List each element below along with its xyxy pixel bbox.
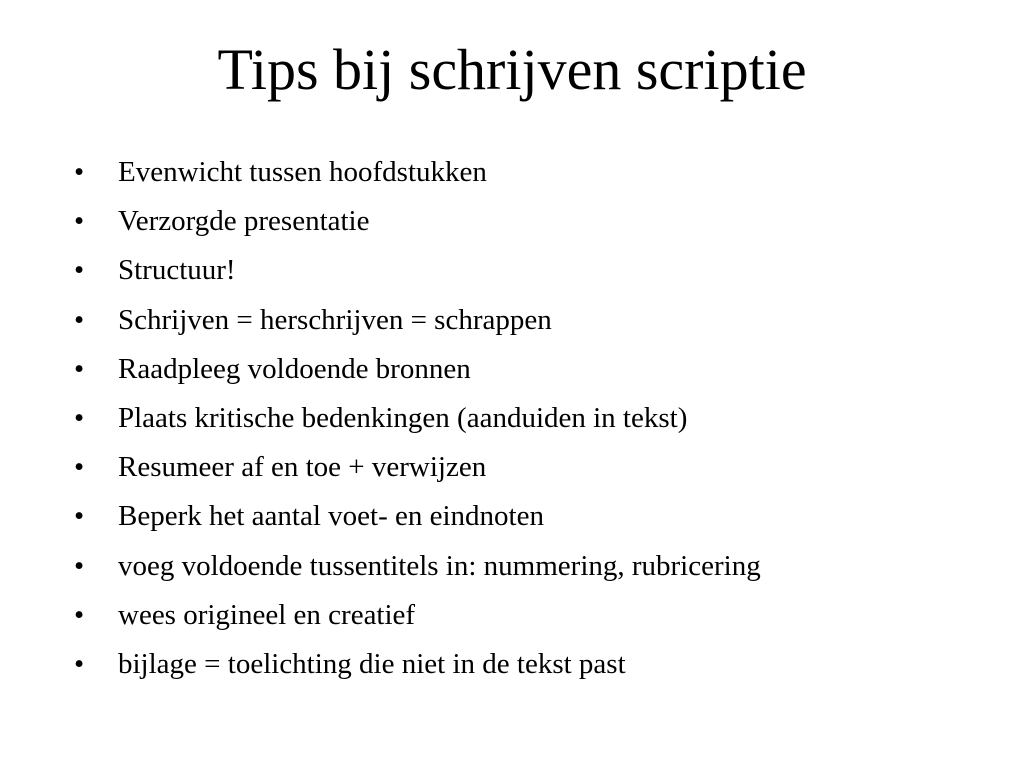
bullet-icon: • [74, 254, 85, 287]
list-item [74, 246, 974, 295]
list-item-text: wees origineel en creatief [118, 598, 416, 631]
list-item-text: Structuur! [118, 254, 236, 287]
list-item [74, 296, 974, 345]
list-item [74, 197, 974, 246]
bullet-icon: • [74, 156, 85, 188]
slide-title: Tips bij schrijven scriptie [217, 37, 807, 102]
list-item-text: voeg voldoende tussentitels in: nummering, rubricering [118, 549, 761, 582]
list-item-text: Schrijven = herschrijven = schrappen [118, 303, 552, 336]
bullet-icon: • [74, 451, 85, 484]
list-item [74, 345, 974, 394]
list-item-text: Evenwicht tussen hoofdstukken [118, 156, 487, 188]
list-item [74, 591, 974, 640]
bullet-icon: • [74, 205, 85, 238]
list-item-text: Raadpleeg voldoende bronnen [118, 352, 471, 385]
list-item-text: Beperk het aantal voet- en eindnoten [118, 500, 544, 533]
bullet-icon: • [74, 303, 85, 336]
bullet-icon: • [74, 352, 85, 385]
list-item-text: Verzorgde presentatie [118, 205, 370, 238]
list-item-text: Resumeer af en toe + verwijzen [118, 451, 487, 484]
list-item [74, 443, 974, 492]
list-item-text: bijlage = toelichting die niet in de tekst past [118, 647, 626, 680]
bullet-icon: • [74, 549, 85, 582]
list-item [74, 148, 974, 197]
bullet-list [74, 148, 974, 689]
bullet-icon: • [74, 647, 85, 680]
list-item [74, 394, 974, 443]
bullet-icon: • [74, 598, 85, 631]
list-item [74, 640, 974, 689]
list-item-text: Plaats kritische bedenkingen (aanduiden in tekst) [118, 401, 688, 434]
bullet-icon: • [74, 401, 85, 434]
list-item [74, 542, 974, 591]
bullet-icon: • [74, 500, 85, 533]
list-item [74, 492, 974, 541]
